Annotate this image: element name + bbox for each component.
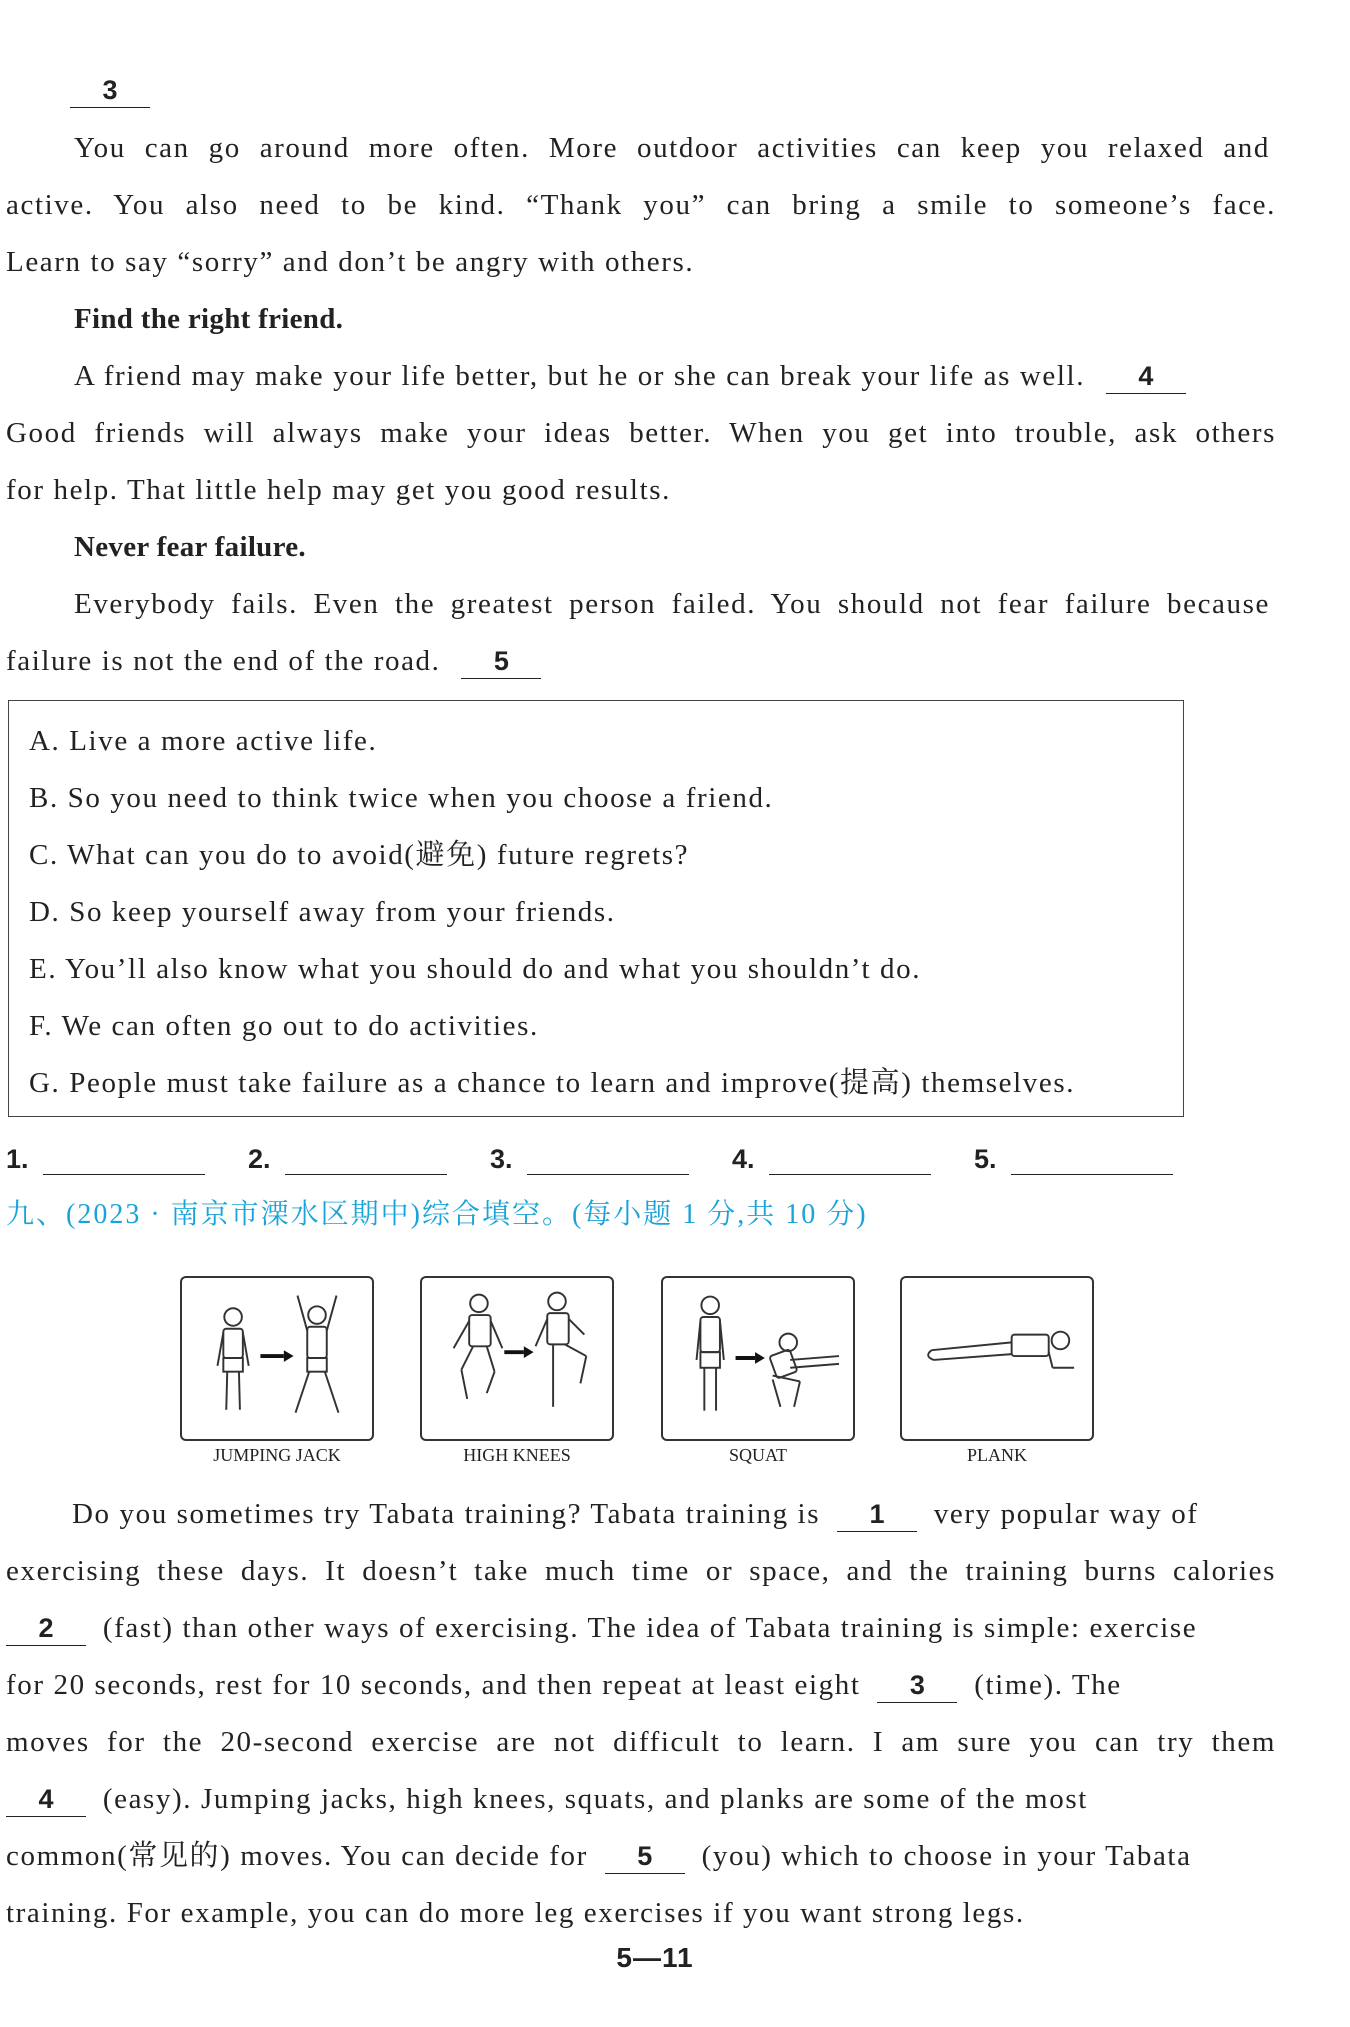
answer-blank: [527, 1140, 689, 1175]
blank-answer: 3: [877, 1668, 957, 1703]
answer-slot-2: [248, 1140, 447, 1175]
tabata-line: [72, 1494, 1272, 1534]
paragraph-text: failure is not the end of the road.: [6, 645, 441, 677]
blank-answer: 2: [6, 1611, 86, 1646]
paragraph-line: You can go around more often. More outdoor activities can keep you relaxed and: [74, 132, 1270, 164]
paragraph-text: for 20 seconds, rest for 10 seconds, and then repeat at least eight: [6, 1669, 861, 1701]
caption-high-knees: HIGH KNEES: [463, 1445, 571, 1465]
paragraph-line: Learn to say “sorry” and don’t be angry with others.: [6, 246, 695, 278]
paragraph-text: (time). The: [974, 1669, 1122, 1701]
answer-label: 3.: [490, 1144, 513, 1174]
paragraph-text: (fast) than other ways of exercising. The idea of Tabata training is simple: exercise: [102, 1612, 1198, 1644]
caption-plank: PLANK: [966, 1445, 1027, 1465]
option-d: D. So keep yourself away from your friends.: [29, 896, 616, 928]
blank-answer: 4: [1106, 359, 1186, 394]
option-a: A. Live a more active life.: [29, 725, 378, 757]
plank-icon: [902, 1278, 1092, 1439]
answer-label: 5.: [974, 1144, 997, 1174]
answer-blank: [1011, 1140, 1173, 1175]
tabata-line: exercising these days. It doesn’t take much time or space, and the training burns calories: [6, 1555, 1276, 1587]
option-c: C. What can you do to avoid(避免) future regrets?: [29, 839, 690, 871]
high-knees-icon: [422, 1278, 612, 1439]
answer-label: 1.: [6, 1144, 29, 1174]
paragraph-text: Do you sometimes try Tabata training? Tabata training is: [72, 1498, 821, 1530]
tabata-line: [6, 1836, 1276, 1876]
section-title: 九、(2023 · 南京市溧水区期中)综合填空。(每小题 1 分,共 10 分): [6, 1199, 868, 1230]
answer-blank: [43, 1140, 205, 1175]
option-b: B. So you need to think twice when you choose a friend.: [29, 782, 774, 814]
answer-slot-4: [732, 1140, 931, 1175]
paragraph-text: (you) which to choose in your Tabata: [701, 1840, 1192, 1872]
paragraph-line: Good friends will always make your ideas better. When you get into trouble, ask others: [6, 417, 1276, 449]
blank-answer: 5: [461, 644, 541, 679]
paragraph-line: for help. That little help may get you good results.: [6, 474, 671, 506]
tabata-line: [6, 1665, 1276, 1705]
answer-blank: [769, 1140, 931, 1175]
answer-slot-5: [974, 1140, 1173, 1175]
plank-illustration: [900, 1276, 1094, 1441]
paragraph-text: common(常见的) moves. You can decide for: [6, 1840, 588, 1872]
blank-3-top: [70, 70, 170, 110]
paragraph-line: [6, 641, 1276, 681]
squat-icon: [663, 1278, 853, 1439]
caption-squat: SQUAT: [728, 1445, 787, 1465]
paragraph-text: (easy). Jumping jacks, high knees, squats, and planks are some of the most: [102, 1783, 1088, 1815]
high-knees-illustration: [420, 1276, 614, 1441]
tabata-line: training. For example, you can do more leg exercises if you want strong legs.: [6, 1897, 1025, 1929]
answer-label: 4.: [732, 1144, 755, 1174]
jumping-jack-illustration: [180, 1276, 374, 1441]
blank-answer: 4: [6, 1782, 86, 1817]
tabata-line: moves for the 20-second exercise are not difficult to learn. I am sure you can try them: [6, 1726, 1276, 1758]
paragraph-text: A friend may make your life better, but he or she can break your life as well.: [74, 360, 1086, 392]
paragraph-line: active. You also need to be kind. “Thank you” can bring a smile to someone’s face.: [6, 189, 1276, 221]
answer-blank: [285, 1140, 447, 1175]
answer-slot-1: [6, 1140, 205, 1175]
subheading-friend: Find the right friend.: [74, 303, 344, 335]
squat-illustration: [661, 1276, 855, 1441]
options-box: [8, 700, 1184, 1117]
caption-jumping-jack: JUMPING JACK: [213, 1445, 341, 1465]
blank-answer: 1: [837, 1497, 917, 1532]
answer-label: 2.: [248, 1144, 271, 1174]
page-number: 5—11: [616, 1942, 694, 1973]
subheading-failure: Never fear failure.: [74, 531, 306, 563]
answer-slot-3: [490, 1140, 689, 1175]
paragraph-line: [74, 356, 1270, 396]
option-e: E. You’ll also know what you should do and what you shouldn’t do.: [29, 953, 922, 985]
option-f: F. We can often go out to do activities.: [29, 1010, 539, 1042]
jumping-jack-icon: [182, 1278, 372, 1439]
blank-answer: 5: [605, 1839, 685, 1874]
blank-answer: 3: [70, 73, 150, 108]
option-g: G. People must take failure as a chance to learn and improve(提高) themselves.: [29, 1067, 1076, 1099]
paragraph-text: very popular way of: [933, 1498, 1199, 1530]
paragraph-line: Everybody fails. Even the greatest person failed. You should not fear failure because: [74, 588, 1270, 620]
tabata-line: [6, 1608, 1276, 1648]
tabata-line: [6, 1779, 1276, 1819]
